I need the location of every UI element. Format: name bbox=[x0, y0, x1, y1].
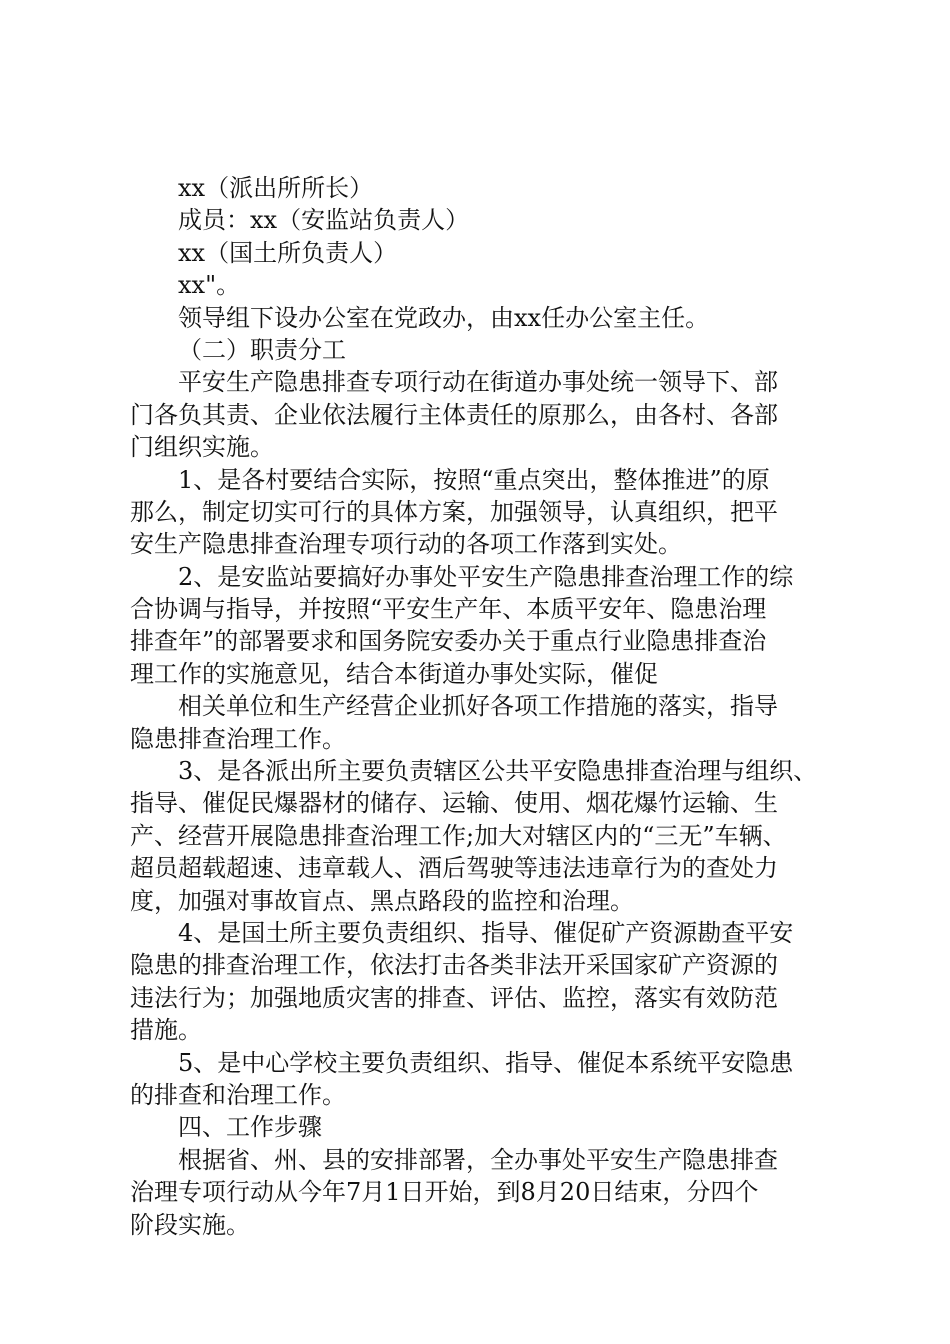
text-line: 根据省、州、县的安排部署，全办事处平安生产隐患排查 bbox=[178, 1145, 778, 1174]
text-line: 5、是中心学校主要负责组织、指导、催促本系统平安隐患 bbox=[178, 1048, 794, 1077]
text-line: 相关单位和生产经营企业抓好各项工作措施的落实，指导 bbox=[178, 692, 778, 721]
text-line: 隐患的排查治理工作，依法打击各类非法开采国家矿产资源的 bbox=[130, 951, 778, 980]
text-line: 产、经营开展隐患排查治理工作;加大对辖区内的“三无”车辆、 bbox=[130, 821, 787, 850]
text-line: 那么，制定切实可行的具体方案，加强领导，认真组织，把平 bbox=[130, 497, 778, 526]
text-line: 隐患排查治理工作。 bbox=[130, 724, 346, 753]
text-line: 指导、催促民爆器材的储存、运输、使用、烟花爆竹运输、生 bbox=[130, 789, 778, 818]
text-line: 4、是国土所主要负责组织、指导、催促矿产资源勘查平安 bbox=[178, 918, 794, 947]
text-line: 合协调与指导，并按照“平安生产年、本质平安年、隐患治理 bbox=[130, 595, 767, 624]
text-line: 度，加强对事故盲点、黑点路段的监控和治理。 bbox=[130, 886, 634, 915]
text-line: 理工作的实施意见，结合本街道办事处实际，催促 bbox=[130, 659, 658, 688]
text-line: 四、工作步骤 bbox=[178, 1113, 322, 1142]
text-line: xx（国土所负责人） bbox=[178, 238, 398, 267]
text-line: 违法行为；加强地质灾害的排查、评估、监控，落实有效防范 bbox=[130, 983, 778, 1012]
text-line: 领导组下设办公室在党政办，由xx任办公室主任。 bbox=[178, 303, 710, 332]
text-line: 门各负其责、企业依法履行主体责任的原那么，由各村、各部 bbox=[130, 400, 778, 429]
text-line: xx"。 bbox=[178, 271, 241, 300]
text-line: 安生产隐患排查治理专项行动的各项工作落到实处。 bbox=[130, 530, 682, 559]
text-line: 阶段实施。 bbox=[130, 1210, 250, 1239]
text-line: 治理专项行动从今年7月1日开始，到8月20日结束，分四个 bbox=[130, 1178, 759, 1207]
text-line: 1、是各村要结合实际，按照“重点突出，整体推进”的原 bbox=[178, 465, 770, 494]
text-line: 成员：xx（安监站负责人） bbox=[178, 206, 470, 235]
text-line: （二）职责分工 bbox=[178, 335, 346, 364]
text-line: 的排查和治理工作。 bbox=[130, 1080, 346, 1109]
text-line: 3、是各派出所主要负责辖区公共平安隐患排查治理与组织、 bbox=[178, 757, 818, 786]
text-line: 超员超载超速、违章载人、酒后驾驶等违法违章行为的查处力 bbox=[130, 854, 778, 883]
text-line: 门组织实施。 bbox=[130, 433, 274, 462]
document-body bbox=[130, 172, 850, 1241]
text-line: 排查年”的部署要求和国务院安委办关于重点行业隐患排查治 bbox=[130, 627, 767, 656]
text-line: 措施。 bbox=[130, 1016, 202, 1045]
text-line: 2、是安监站要搞好办事处平安生产隐患排查治理工作的综 bbox=[178, 562, 794, 591]
text-line: 平安生产隐患排查专项行动在街道办事处统一领导下、部 bbox=[178, 368, 778, 397]
text-line: xx（派出所所长） bbox=[178, 174, 374, 202]
